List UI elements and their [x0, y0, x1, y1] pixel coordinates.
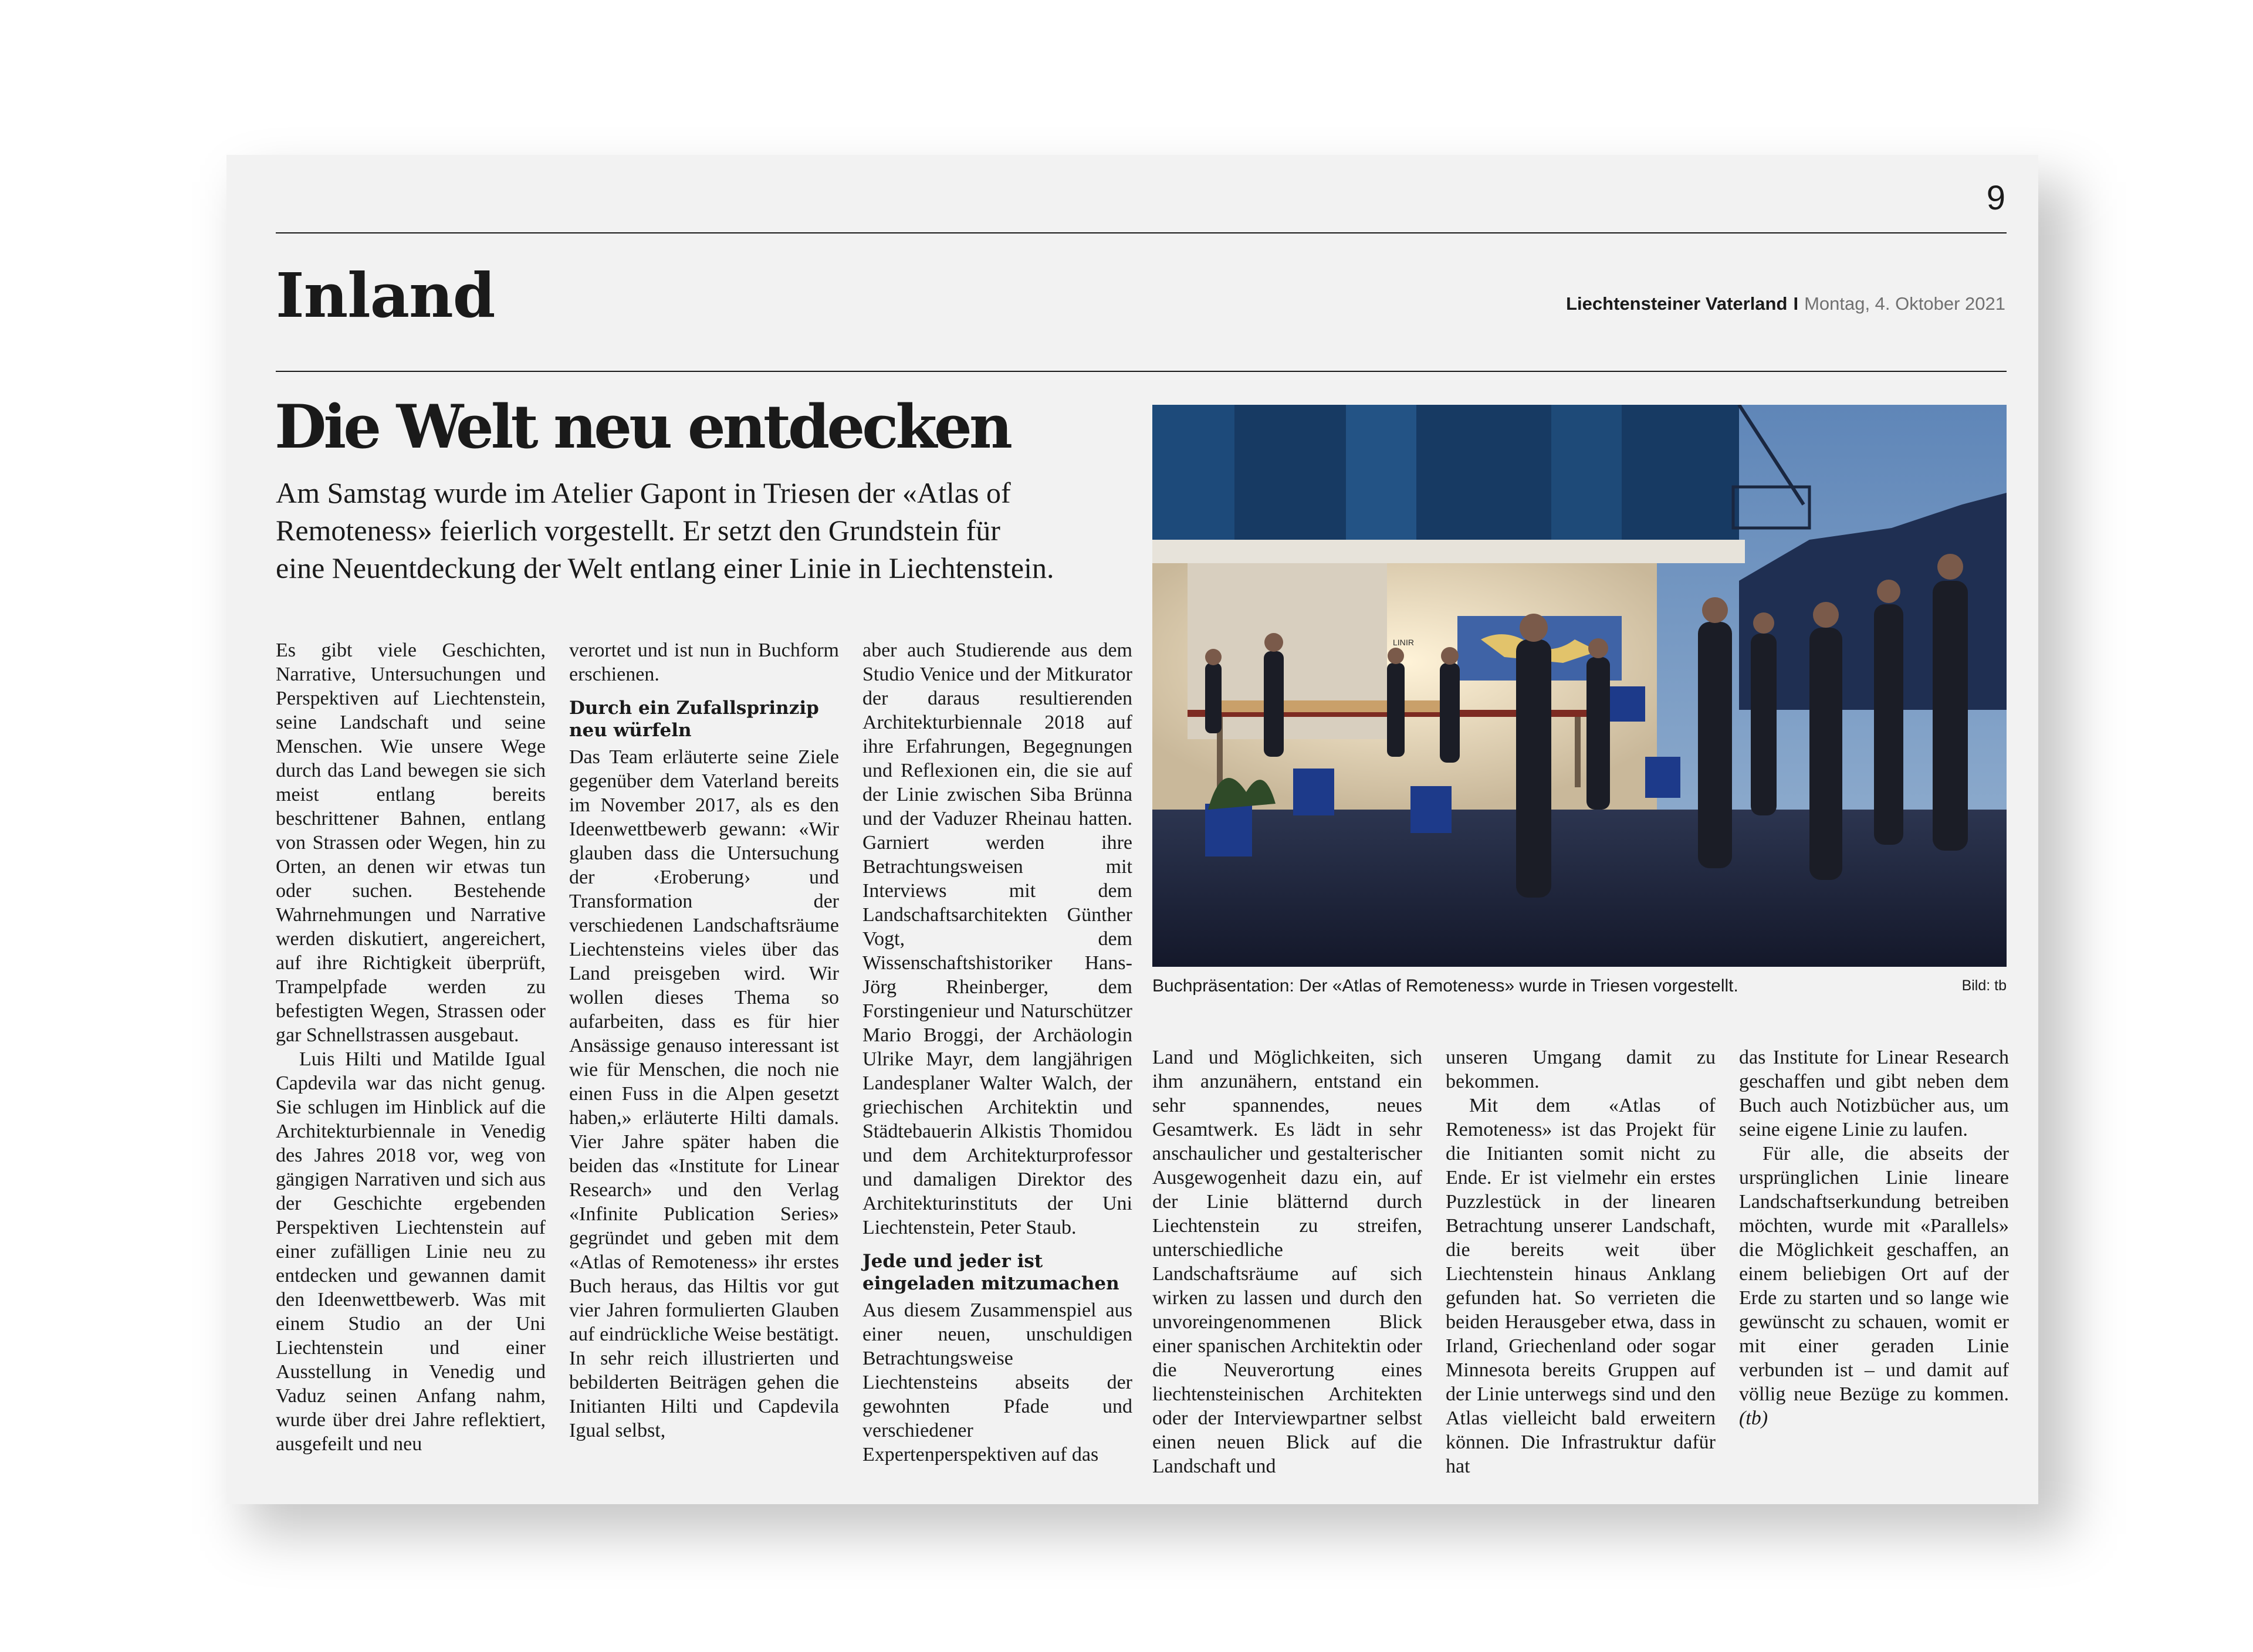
article-lead: [276, 474, 1132, 587]
text-column-5: [1446, 1045, 1716, 1478]
paragraph: unseren Umgang damit zu bekommen.: [1446, 1047, 1716, 1092]
page-number: 9: [1986, 179, 2005, 217]
text-column-2: [569, 638, 839, 1443]
lead-line: eine Neuentdeckung der Welt entlang einer Linie in Liechtenstein.: [276, 551, 1054, 584]
paragraph: Es gibt viele Geschichten, Narrative, Untersuchungen und Perspektiven auf Liechtenstein, seine Landschaft und seine Menschen. Wie unsere Wege durch das Land bewegen sie sich meist entlang bereits beschrittener Bahnen, entlang von Strassen oder Wegen, hin zu Orten, an denen wir etwas tun oder suchen. Bestehende Wahrnehmungen und Narrative werden diskutiert, angereichert, auf ihre Richtigkeit überprüft, Trampelpfade werden zu befestigten Wegen, Strassen oder gar Schnellstrassen ausgebaut.: [276, 639, 546, 1046]
subheading: Jede und jeder ist eingeladen mitzumachen: [862, 1251, 1119, 1294]
paragraph: Mit dem «Atlas of Remoteness» ist das Projekt für die Initianten somit nicht zu Ende. Er ist vielmehr ein erstes Puzzlestück in der linearen Betrachtung unserer Landschaft, die bereits weit über Liechtenstein hinaus Anklang gefunden hat. So verrieten die beiden Herausgeber etwa, dass in Irland, Griechenland oder sogar Minnesota bereits Gruppen auf der Linie unterwegs sind und den Atlas vielleicht bald erweitern können. Die Infrastruktur dafür hat: [1446, 1095, 1716, 1477]
paragraph: Für alle, die abseits der ursprünglichen Linie lineare Landschaftserkundung betreiben möchten, wurde mit «Parallels» die Möglichkeit geschaffen, an einem beliebigen Ort auf der Erde zu starten und so lange wie gewünscht zu schauen, womit er mit einer geraden Linie verbunden ist – und damit auf völlig neue Bezüge zu kommen. (tb): [1739, 1143, 2009, 1429]
paragraph: Das Team erläuterte seine Ziele gegenüber dem Vaterland bereits im November 2017, als es den Ideenwettbewerb gewann: «Wir glauben dass die Untersuchung der ‹Eroberung› und Transformation der verschiedenen Landschaftsräume Liechtensteins vieles über das Land preisgeben wird. Wir wollen dieses Thema so aufarbeiten, dass es für hier Ansässige genauso interessant ist wie für Menschen, die noch nie einen Fuss in die Alpen gesetzt haben,» erläuterte Hilti damals. Vier Jahre später haben die beiden das «Institute for Linear Research» und den Verlag «Infinite Publication Series» gegründet und geben mit dem «Atlas of Remoteness» ihr erstes Buch heraus, das Hiltis vor gut vier Jahren formulierten Glauben auf eindrückliche Weise bestätigt. In sehr reich illustrierten und bebilderten Beiträgen gehen die Initianten Hilti und Capdevila Igual selbst,: [569, 746, 839, 1441]
section-rule: [276, 371, 2007, 372]
text-column-6: [1739, 1045, 2009, 1430]
lead-line: Remoteness» feierlich vorgestellt. Er setzt den Grundstein für: [276, 514, 1000, 547]
issue-date: Montag, 4. Oktober 2021: [1804, 293, 2005, 314]
lead-line: Am Samstag wurde im Atelier Gapont in Triesen der «Atlas of: [276, 476, 1011, 509]
caption-text: Buchpräsentation: Der «Atlas of Remoteness» wurde in Triesen vorgestellt.: [1152, 976, 1738, 996]
paragraph: verortet und ist nun in Buchform erschienen.: [569, 639, 839, 685]
top-rule: [276, 232, 2007, 233]
subheading: Durch ein Zufallsprinzip neu würfeln: [569, 698, 819, 741]
paragraph: aber auch Studierende aus dem Studio Venice und der Mitkurator der daraus resultierenden Architekturbiennale 2018 auf ihre Erfahrungen, Begegnungen und Reflexionen ein, die sie auf der Linie zwischen Siba Brünna und der Vaduzer Rheinau hatten. Garniert werden ihre Betrachtungsweisen mit Interviews mit dem Landschaftsarchitekten Günther Vogt, dem Wissenschaftshistoriker Hans-Jörg Rheinberger, dem Forstingenieur und Naturschützer Mario Broggi, der Archäologin Ulrike Mayr, dem langjährigen Landesplaner Walter Walch, der griechischen Architektin und Städtebauerin Alkistis Thomidou und dem Architekturprofessor und damaligen Direktor des Architekturinstituts der Uni Liechtenstein, Peter Staub.: [862, 639, 1132, 1238]
publication-name: Liechtensteiner Vaterland: [1566, 293, 1788, 314]
paragraph: das Institute for Linear Research geschaffen und gibt neben dem Buch auch Notizbücher aus, um seine eigene Linie zu laufen.: [1739, 1047, 2009, 1140]
masthead: [1566, 293, 2005, 314]
paragraph: Aus diesem Zusammenspiel aus einer neuen, unschuldigen Betrachtungsweise Liechtensteins abseits der gewohnten Pfade und verschiedener Expertenperspektiven auf das: [862, 1299, 1132, 1465]
wall-sign-lin: LIN: [1393, 638, 1406, 647]
section-title: Inland: [276, 259, 495, 331]
newspaper-page: [226, 155, 2038, 1504]
text-column-4: [1152, 1045, 1422, 1478]
masthead-separator: I: [1793, 293, 1799, 314]
article-photo: [1152, 405, 2007, 967]
wall-sign-ir: IR: [1406, 638, 1414, 647]
photo-credit: Bild: tb: [1961, 977, 2007, 994]
author-byline: (tb): [1739, 1407, 1768, 1429]
photo-caption: [1152, 976, 2007, 996]
paragraph: Land und Möglichkeiten, sich ihm anzunähern, entstand ein sehr spannendes, neues Gesamtwerk. Es lädt in sehr anschaulicher und gestalterischer Ausgewogenheit dazu ein, auf der Linie blätternd durch Liechtenstein zu streifen, unterschiedliche Landschaftsräume auf sich wirken zu lassen und durch den unvoreingenommenen Blick einer spanischen Architektin oder die Neuverortung eines liechtensteinischen Architekten oder der Interviewpartner selbst einen neuen Blick auf die Landschaft und: [1152, 1047, 1422, 1477]
text-column-3: [862, 638, 1132, 1467]
text-column-1: [276, 638, 546, 1456]
paragraph: Luis Hilti und Matilde Igual Capdevila war das nicht genug. Sie schlugen im Hinblick auf die Architekturbiennale in Venedig des Jahres 2018 vor, weg von gängigen Narrativen und sich aus der Geschichte ergebenden Perspektiven Liechtenstein auf einer zufälligen Linie neu zu entdecken und gewannen damit den Ideenwettbewerb. Was mit einem Studio an der Uni Liechtenstein und einer Ausstellung in Venedig und Vaduz seinen Anfang nahm, wurde über drei Jahre reflektiert, ausgefeilt und neu: [276, 1048, 546, 1455]
article-headline: Die Welt neu entdecken: [275, 392, 1010, 462]
